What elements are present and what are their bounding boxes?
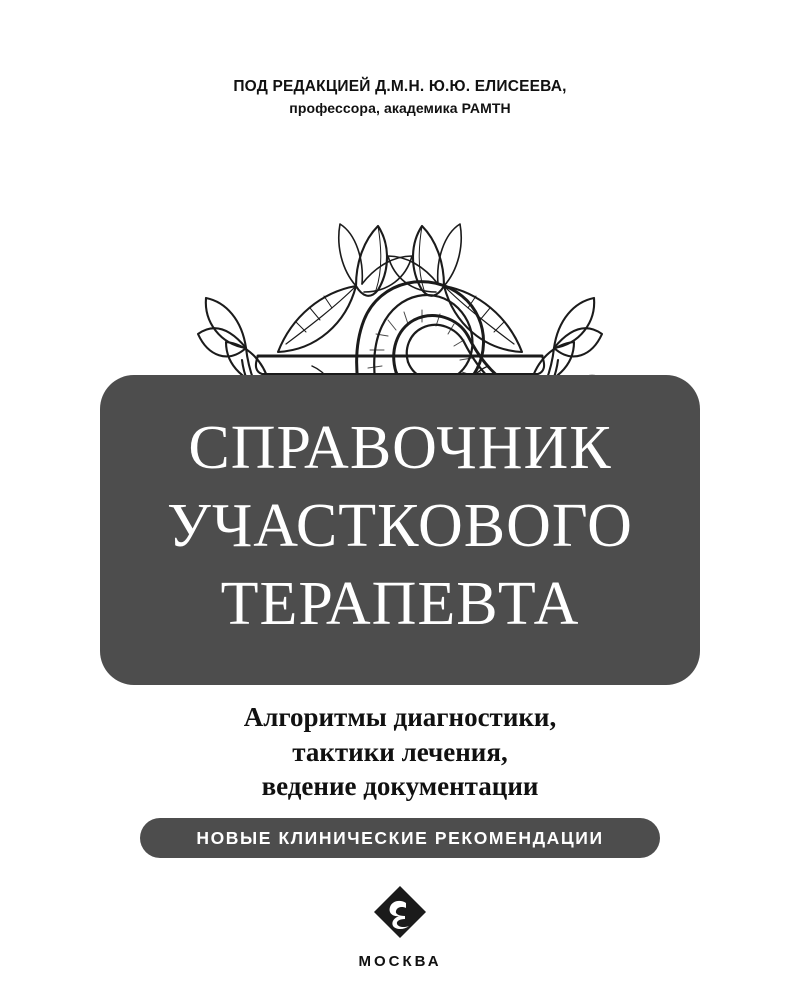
title-line-1: СПРАВОЧНИК [188, 414, 612, 482]
book-title-plate [100, 375, 700, 685]
clinical-recommendations-badge [140, 818, 660, 858]
subtitle-line-2: тактики лечения, [292, 736, 508, 767]
publisher-block [0, 885, 800, 970]
title-line-3: ТЕРАПЕВТА [220, 570, 580, 638]
editor-credits-line-1: ПОД РЕДАКЦИЕЙ Д.М.Н. Ю.Ю. ЕЛИСЕЕВА, [233, 78, 567, 95]
editor-credits-line-2: профессора, академика РАМТН [289, 100, 511, 116]
title-line-2: УЧАСТКОВОГО [167, 492, 633, 560]
publisher-city: МОСКВА [358, 953, 442, 970]
subtitle-line-1: Алгоритмы диагностики, [243, 702, 557, 732]
eksmo-logo-icon [373, 885, 427, 939]
subtitle-line-3: ведение документации [261, 771, 539, 802]
editor-credits [0, 78, 800, 116]
badge-label: НОВЫЕ КЛИНИЧЕСКИЕ РЕКОМЕНДАЦИИ [196, 827, 604, 848]
book-subtitle [0, 700, 800, 804]
